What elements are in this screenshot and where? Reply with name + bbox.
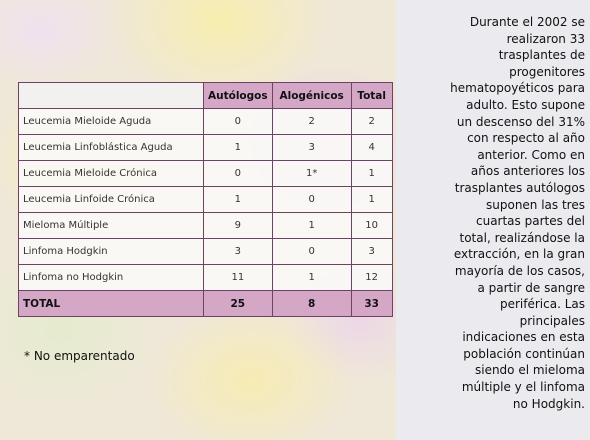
- cell-alogenicos: 0: [272, 239, 351, 265]
- transplant-table: [18, 82, 393, 317]
- cell-alogenicos: 3: [272, 135, 351, 161]
- total-autologos: 25: [204, 291, 273, 317]
- cell-total: 3: [351, 239, 392, 265]
- paragraph-line: población continúan: [463, 346, 585, 361]
- table-row: [19, 187, 393, 213]
- row-label: Linfoma Hodgkin: [19, 239, 204, 265]
- paragraph-line: indicaciones en esta: [462, 330, 585, 345]
- paragraph-line: total, realizándose la: [459, 230, 585, 245]
- table-row: [19, 135, 393, 161]
- row-label: Leucemia Linfoide Crónica: [19, 187, 204, 213]
- header-blank: [19, 83, 204, 109]
- table-total-row: [19, 291, 393, 317]
- cell-autologos: 3: [204, 239, 273, 265]
- cell-autologos: 0: [204, 161, 273, 187]
- table-row: [19, 213, 393, 239]
- paragraph-line: un descenso del 31%: [456, 114, 585, 129]
- cell-autologos: 9: [204, 213, 273, 239]
- row-label: Leucemia Mieloide Aguda: [19, 109, 204, 135]
- cell-autologos: 0: [204, 109, 273, 135]
- footnote: * No emparentado: [24, 349, 135, 363]
- paragraph-line: trasplantes autólogos: [454, 180, 585, 195]
- cell-alogenicos: 0: [272, 187, 351, 213]
- paragraph-line: múltiple y el linfoma: [461, 380, 585, 395]
- cell-total: 1: [351, 187, 392, 213]
- row-label: Mieloma Múltiple: [19, 213, 204, 239]
- paragraph-line: suponen las tres: [486, 197, 585, 212]
- paragraph-line: extracción, en la gran: [453, 247, 585, 262]
- table-row: [19, 109, 393, 135]
- row-label: Leucemia Linfoblástica Aguda: [19, 135, 204, 161]
- header-total: Total: [351, 83, 392, 109]
- paragraph-line: con respecto al año: [467, 131, 585, 146]
- cell-autologos: 1: [204, 135, 273, 161]
- paragraph-line: principales: [519, 313, 585, 328]
- paragraph-line: Durante el 2002 se: [469, 15, 585, 29]
- paragraph-line: periférica. Las: [499, 297, 585, 312]
- cell-alogenicos: 2: [272, 109, 351, 135]
- total-total: 33: [351, 291, 392, 317]
- row-label: Leucemia Mieloide Crónica: [19, 161, 204, 187]
- cell-total: 1: [351, 161, 392, 187]
- table-header-row: [19, 83, 393, 109]
- header-autologos: Autólogos: [204, 83, 273, 109]
- paragraph-line: no Hodgkin.: [512, 396, 585, 411]
- paragraph-line: trasplantes de: [498, 48, 585, 63]
- paragraph-line: realizaron 33: [506, 31, 585, 46]
- cell-total: 10: [351, 213, 392, 239]
- table-row: [19, 161, 393, 187]
- description-paragraph: [405, 14, 585, 412]
- cell-alogenicos: 1*: [272, 161, 351, 187]
- cell-total: 2: [351, 109, 392, 135]
- paragraph-line: años anteriores los: [470, 164, 585, 179]
- total-label: TOTAL: [19, 291, 204, 317]
- cell-alogenicos: 1: [272, 265, 351, 291]
- paragraph-line: siendo el mieloma: [474, 363, 585, 378]
- total-alogenicos: 8: [272, 291, 351, 317]
- paragraph-line: progenitores: [509, 64, 585, 79]
- table-row: [19, 265, 393, 291]
- row-label: Linfoma no Hodgkin: [19, 265, 204, 291]
- paragraph-line: mayoría de los casos,: [454, 263, 585, 278]
- paragraph-line: adulto. Esto supone: [466, 97, 585, 112]
- cell-alogenicos: 1: [272, 213, 351, 239]
- cell-autologos: 11: [204, 265, 273, 291]
- cell-total: 12: [351, 265, 392, 291]
- paragraph-line: cuartas partes del: [475, 214, 585, 229]
- cell-total: 4: [351, 135, 392, 161]
- paragraph-line: hematopoyéticos para: [450, 81, 585, 96]
- paragraph-line: anterior. Como en: [477, 147, 585, 162]
- cell-autologos: 1: [204, 187, 273, 213]
- header-alogenicos: Alogénicos: [272, 83, 351, 109]
- paragraph-line: a partir de sangre: [477, 280, 585, 295]
- table-row: [19, 239, 393, 265]
